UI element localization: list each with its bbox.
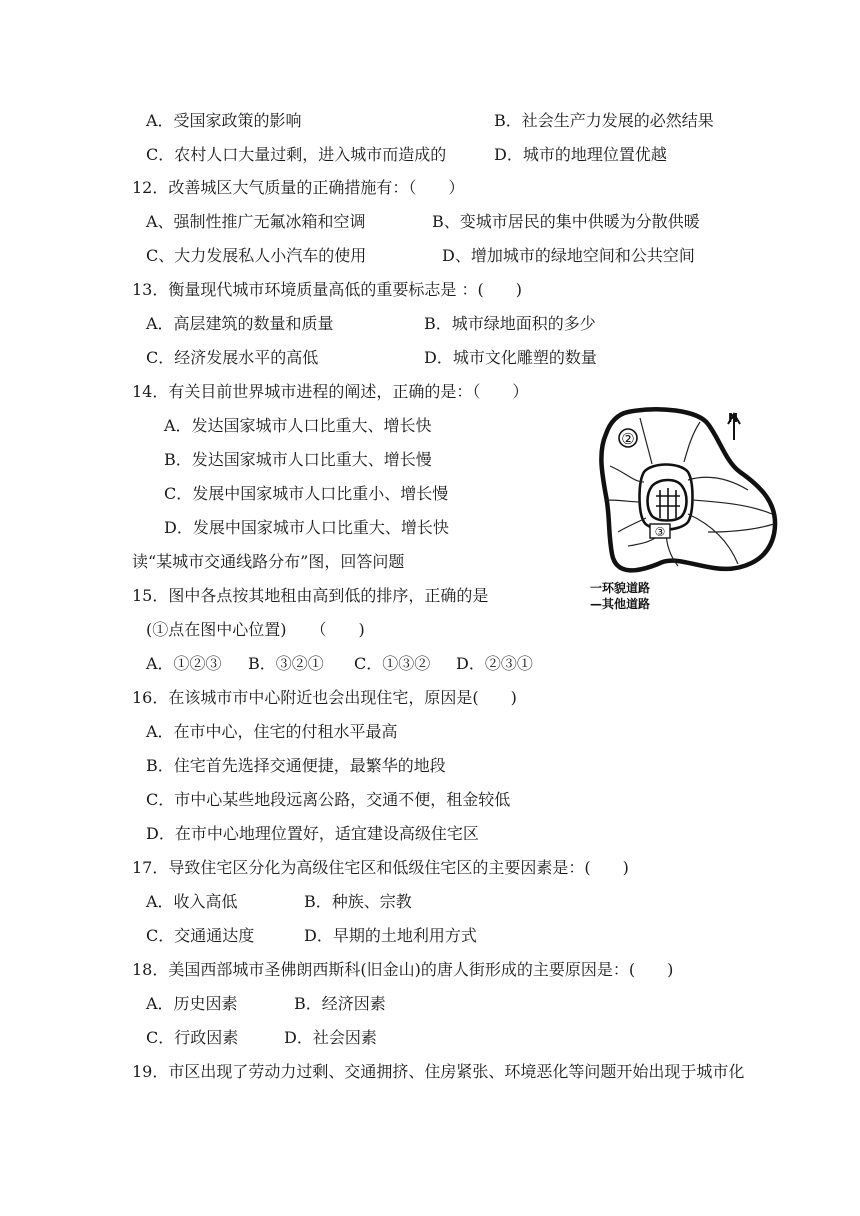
- q16-stem: 16．在该城市市中心附近也会出现住宅，原因是( ): [132, 688, 517, 707]
- q18-option-a: A．历史因素: [146, 994, 238, 1013]
- q13-stem: 13．衡量现代城市环境质量高低的重要标志是 ：( ): [132, 280, 522, 299]
- q12-option-c: C、大力发展私人小汽车的使用: [146, 246, 367, 265]
- q19-stem: 19．市区出现了劳动力过剩、交通拥挤、住房紧张、环境恶化等问题开始出现于城市化: [132, 1062, 745, 1081]
- center-grid: [656, 488, 680, 520]
- q15-option-c: C．①③②: [354, 654, 431, 673]
- q17-stem: 17．导致住宅区分化为高级住宅区和低级住宅区的主要因素是：( ): [132, 858, 629, 877]
- q11-option-c: C．农村人口大量过剩，进入城市而造成的: [146, 145, 447, 164]
- q12-option-a: A、强制性推广无氟冰箱和空调: [146, 212, 366, 231]
- q12-option-d: D、增加城市的绿地空间和公共空间: [442, 246, 695, 265]
- q18-option-d: D．社会因素: [284, 1028, 377, 1047]
- q18-option-b: B．经济因素: [294, 994, 386, 1013]
- q16-option-a: A．在市中心，住宅的付租水平最高: [146, 722, 398, 741]
- q16-option-b: B．住宅首先选择交通便捷，最繁华的地段: [146, 756, 446, 775]
- q14-option-a: A．发达国家城市人口比重大、增长快: [164, 416, 432, 435]
- q12-option-b: B、变城市居民的集中供暖为分散供暖: [432, 212, 700, 231]
- q11-option-b: B．社会生产力发展的必然结果: [494, 111, 714, 130]
- q13-option-a: A．高层建筑的数量和质量: [146, 314, 334, 333]
- q15-option-a: A．①②③: [146, 654, 222, 673]
- q11-option-a: A．受国家政策的影响: [146, 111, 302, 130]
- map-marker-2: ②: [621, 430, 635, 448]
- city-traffic-map: [588, 404, 784, 614]
- q14-option-d: D．发展中国家城市人口比重大、增长快: [164, 518, 449, 537]
- map-marker-3: ③: [654, 525, 666, 539]
- q15-option-d: D．②③①: [456, 654, 533, 673]
- legend-other-road: —其他道路: [590, 597, 651, 611]
- q17-option-c: C．交通通达度: [146, 926, 255, 945]
- q17-option-a: A．收入高低: [146, 892, 238, 911]
- q15-note: (①点在图中心位置) （ ): [146, 620, 365, 639]
- q15-option-b: B．③②①: [248, 654, 324, 673]
- q12-stem: 12．改善城区大气质量的正确措施有：（ ）: [132, 178, 465, 197]
- q16-option-d: D．在市中心地理位置好，适宜建设高级住宅区: [146, 824, 479, 843]
- q14-option-b: B．发达国家城市人口比重大、增长慢: [164, 450, 432, 469]
- q18-stem: 18．美国西部城市圣佛朗西斯科(旧金山)的唐人街形成的主要原因是：( ): [132, 960, 674, 979]
- q14-stem: 14．有关目前世界城市进程的阐述，正确的是：（ ）: [132, 382, 529, 401]
- q14-option-c: C．发展中国家城市人口比重小、增长慢: [164, 484, 449, 503]
- north-label: N: [728, 411, 739, 425]
- q13-option-c: C．经济发展水平的高低: [146, 348, 319, 367]
- q15-stem: 15．图中各点按其地租由高到低的排序，正确的是: [132, 586, 489, 605]
- q18-option-c: C．行政因素: [146, 1028, 239, 1047]
- ring-road-inner: [648, 480, 687, 521]
- q16-option-c: C．市中心某些地段远离公路，交通不便，租金较低: [146, 790, 511, 809]
- q13-option-d: D．城市文化雕塑的数量: [424, 348, 597, 367]
- legend-ring-road: 一环貌道路: [590, 581, 651, 595]
- map-intro: 读“某城市交通线路分布”图，回答问题: [132, 552, 405, 571]
- q11-option-d: D．城市的地理位置优越: [494, 145, 667, 164]
- q13-option-b: B．城市绿地面积的多少: [424, 314, 596, 333]
- q17-option-d: D．早期的土地利用方式: [304, 926, 477, 945]
- q17-option-b: B．种族、宗教: [304, 892, 412, 911]
